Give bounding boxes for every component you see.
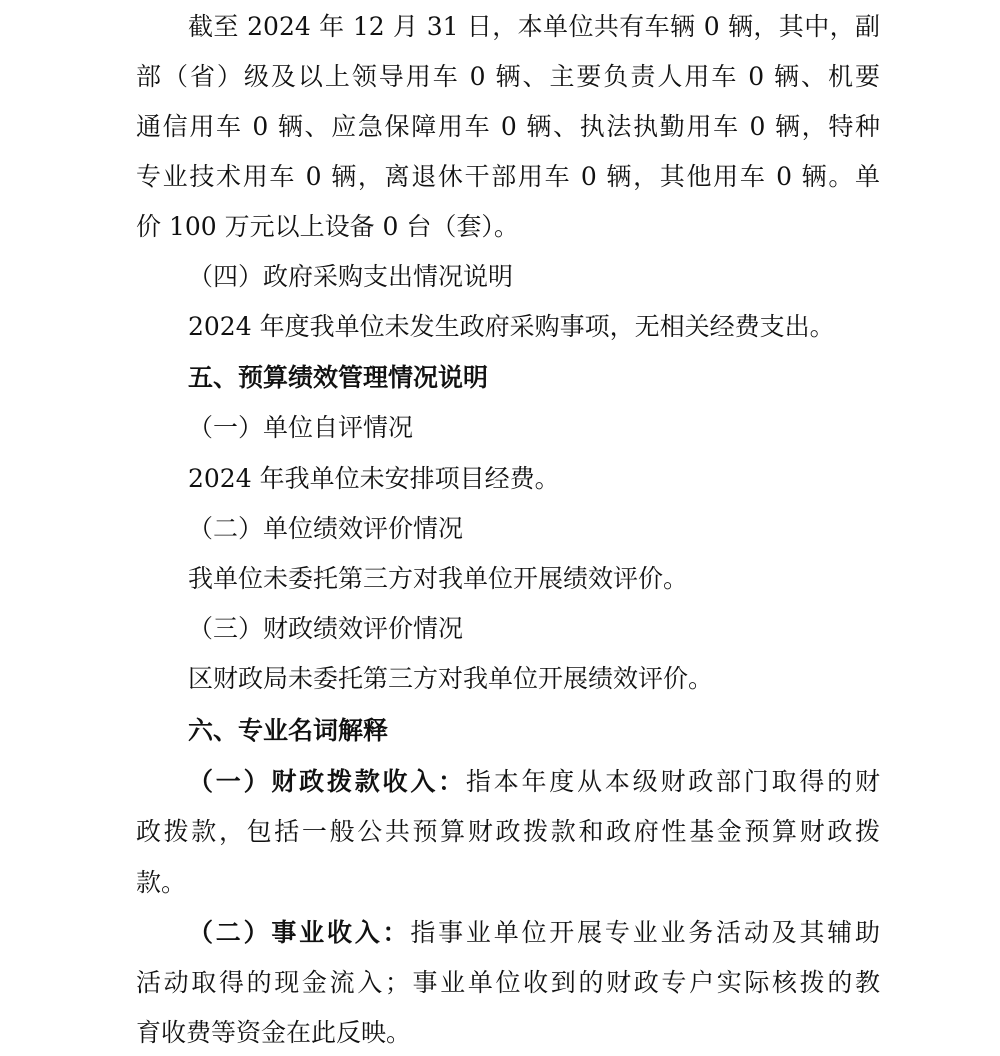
glossary-item-1-line-1 <box>188 765 880 799</box>
unit-eval-heading: （二）单位绩效评价情况 <box>188 514 464 543</box>
glossary-item-2-line-1 <box>188 916 880 950</box>
fiscal-eval-text: 区财政局未委托第三方对我单位开展绩效评价。 <box>188 664 714 693</box>
self-eval-text: 2024 年我单位未安排项目经费。 <box>188 464 560 493</box>
unit-eval-text: 我单位未委托第三方对我单位开展绩效评价。 <box>188 564 689 593</box>
fiscal-eval-heading: （三）财政绩效评价情况 <box>188 614 464 643</box>
procurement-heading: （四）政府采购支出情况说明 <box>188 262 514 291</box>
glossary-heading: 六、专业名词解释 <box>188 716 389 745</box>
glossary-term-business-income: （二）事业收入： <box>188 918 411 947</box>
glossary-item-2-line-3: 育收费等资金在此反映。 <box>136 1018 412 1047</box>
vehicles-line-4: 专业技术用车 0 辆，离退休干部用车 0 辆，其他用车 0 辆。单 <box>136 162 880 191</box>
glossary-item-1-line-3: 款。 <box>136 868 187 897</box>
self-eval-heading: （一）单位自评情况 <box>188 413 414 442</box>
glossary-item-2-definition: 指事业单位开展专业业务活动及其辅助 <box>410 918 880 947</box>
glossary-item-2-line-2: 活动取得的现金流入；事业单位收到的财政专户实际核拨的教 <box>136 968 880 997</box>
vehicles-line-2: 部（省）级及以上领导用车 0 辆、主要负责人用车 0 辆、机要 <box>136 62 880 91</box>
performance-heading: 五、预算绩效管理情况说明 <box>188 363 489 392</box>
vehicles-line-5: 价 100 万元以上设备 0 台（套）。 <box>136 212 519 241</box>
vehicles-line-3: 通信用车 0 辆、应急保障用车 0 辆、执法执勤用车 0 辆，特种 <box>136 112 880 141</box>
vehicles-line-1: 截至 2024 年 12 月 31 日，本单位共有车辆 0 辆，其中，副 <box>188 12 880 41</box>
glossary-item-1-definition: 指本年度从本级财政部门取得的财 <box>465 767 880 796</box>
glossary-item-1-line-2: 政拨款，包括一般公共预算财政拨款和政府性基金预算财政拨 <box>136 817 880 846</box>
glossary-term-fiscal-appropriation: （一）财政拨款收入： <box>188 767 466 796</box>
procurement-text: 2024 年度我单位未发生政府采购事项，无相关经费支出。 <box>188 312 835 341</box>
